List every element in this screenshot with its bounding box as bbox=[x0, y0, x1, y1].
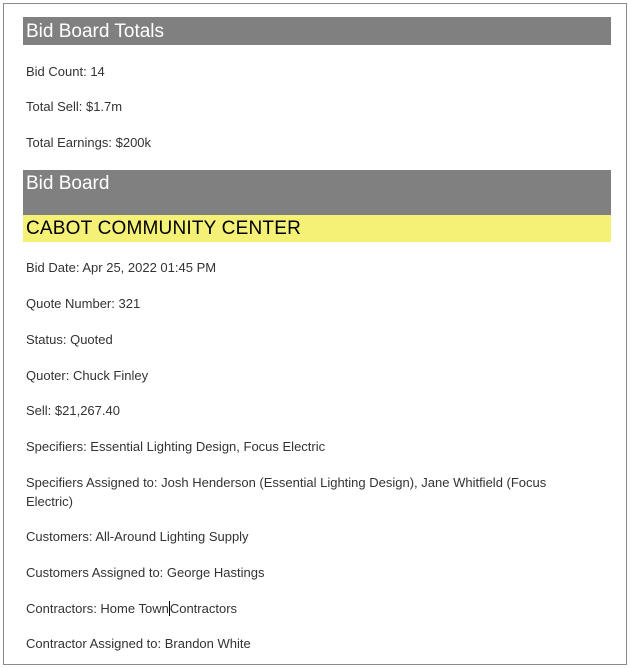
contractors-text-before-cursor: Contractors: Home Town bbox=[26, 601, 169, 616]
status: Status: Quoted bbox=[26, 332, 113, 347]
sell: Sell: $21,267.40 bbox=[26, 403, 120, 418]
bid-board-heading: Bid Board bbox=[23, 170, 611, 215]
specifiers: Specifiers: Essential Lighting Design, Focus Electric bbox=[26, 439, 326, 454]
quote-number: Quote Number: 321 bbox=[26, 296, 141, 311]
customers-assigned: Customers Assigned to: George Hastings bbox=[26, 565, 265, 580]
total-sell: Total Sell: $1.7m bbox=[26, 99, 123, 114]
specifiers-assigned: Specifiers Assigned to: Josh Henderson (Essential Lighting Design), Jane Whitfield (Focus Electric) bbox=[26, 475, 547, 509]
bid-date: Bid Date: Apr 25, 2022 01:45 PM bbox=[26, 260, 217, 275]
contractor-assigned: Contractor Assigned to: Brandon White bbox=[26, 636, 251, 651]
quoter: Quoter: Chuck Finley bbox=[26, 368, 149, 383]
project-name: CABOT COMMUNITY CENTER bbox=[23, 215, 611, 242]
bid-count: Bid Count: 14 bbox=[26, 64, 105, 79]
customers: Customers: All-Around Lighting Supply bbox=[26, 529, 249, 544]
bid-board-totals-heading: Bid Board Totals bbox=[23, 17, 611, 45]
total-earnings: Total Earnings: $200k bbox=[26, 135, 152, 150]
contractors-text-after-cursor: Contractors bbox=[169, 601, 238, 616]
contractors[interactable] bbox=[26, 599, 596, 618]
